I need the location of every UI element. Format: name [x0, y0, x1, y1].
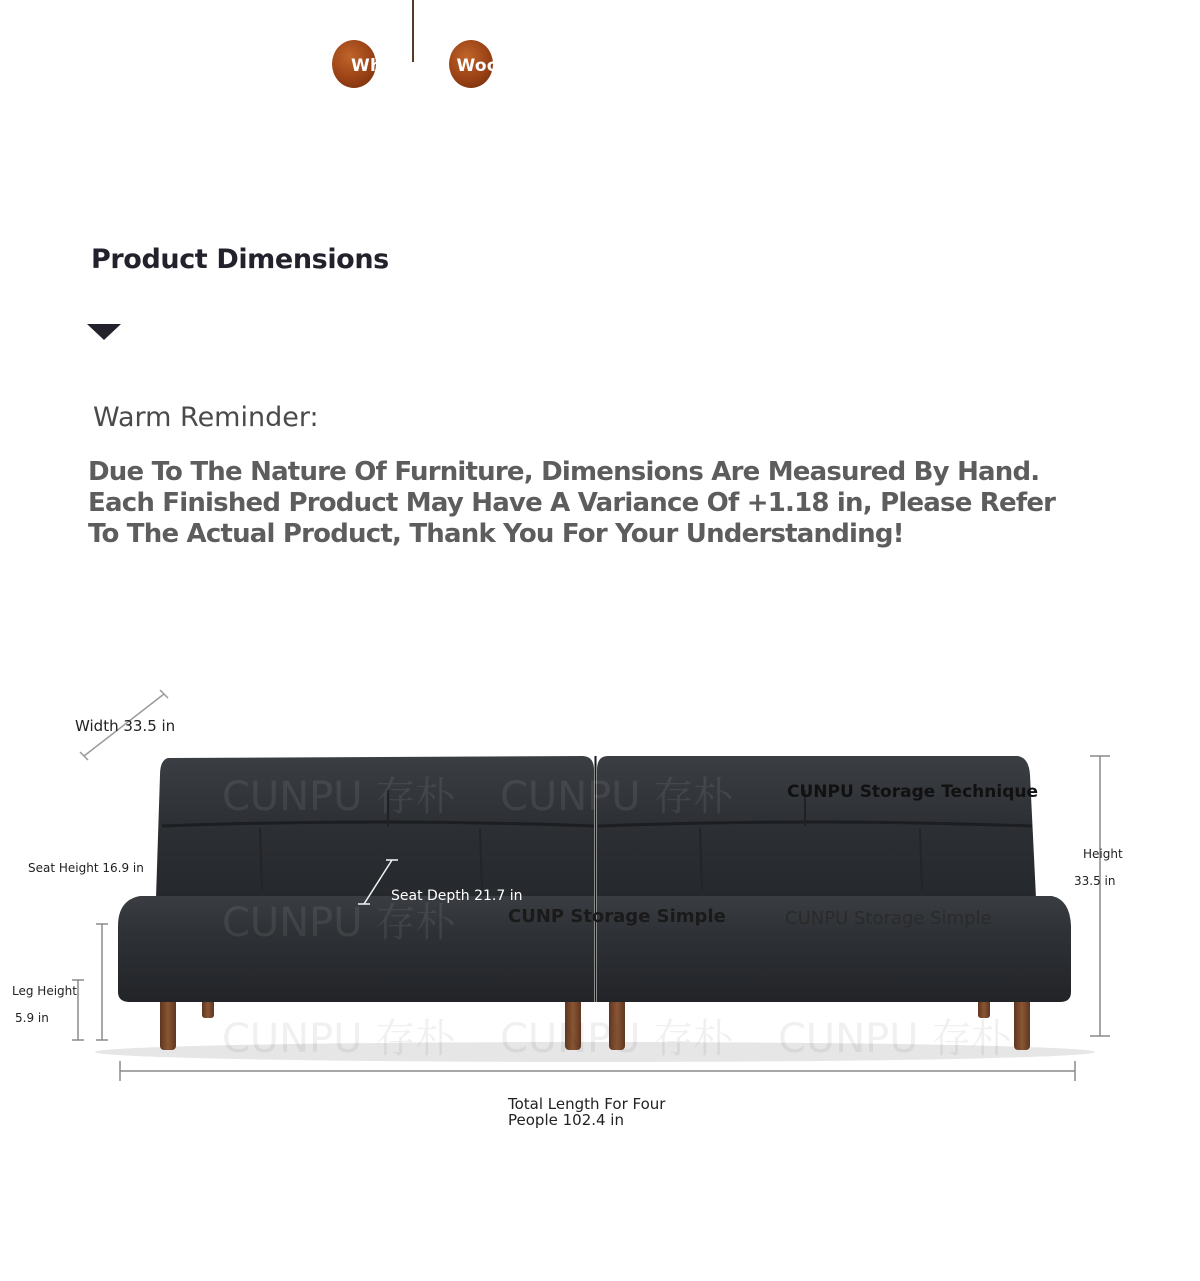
section-title: Product Dimensions — [91, 244, 389, 275]
reminder-line: Each Finished Product May Have A Variance Of +1.18 in, Please Refer — [88, 488, 1056, 518]
watermark: CUNPU 存朴 — [500, 1016, 734, 1062]
width-label: Width 33.5 in — [75, 717, 176, 735]
wood-swatch-label: White Ash Wood — [351, 56, 512, 76]
reminder-title: Warm Reminder: — [93, 402, 319, 433]
reminder-line: Due To The Nature Of Furniture, Dimensions Are Measured By Hand. — [88, 457, 1040, 487]
height-value: 33.5 in — [1074, 874, 1116, 888]
watermark-group — [222, 1016, 1012, 1062]
watermark: CUNPU 存朴 — [222, 1016, 456, 1062]
watermark: CUNPU 存朴 — [222, 774, 456, 820]
reminder-line: To The Actual Product, Thank You For Your Understanding! — [88, 519, 904, 549]
brand-simple-right-label: CUNPU Storage Simple — [785, 908, 992, 929]
sofa-dimension-figure — [0, 680, 1200, 1150]
height-label: Height — [1083, 847, 1123, 861]
watermark: CUNPU 存朴 — [778, 1016, 1012, 1062]
triangle-down-icon — [87, 324, 121, 340]
watermark: CUNPU 存朴 — [500, 774, 734, 820]
swatch-hanger-line — [412, 0, 414, 62]
watermark: CUNPU 存朴 — [222, 900, 456, 946]
brand-technique-label: CUNPU Storage Technique — [787, 782, 1038, 802]
seat-depth-label: Seat Depth 21.7 in — [391, 888, 523, 904]
sofa-leg — [160, 998, 176, 1050]
total-length-label — [508, 1096, 665, 1128]
seat-height-label: Seat Height 16.9 in — [28, 861, 144, 875]
total-length-line-text: Total Length For Four — [508, 1095, 666, 1113]
brand-simple-left-label: CUNP Storage Simple — [508, 906, 726, 927]
sofa-leg — [1014, 998, 1030, 1050]
leg-height-value: 5.9 in — [15, 1011, 49, 1025]
reminder-body — [88, 457, 1056, 550]
leg-height-label: Leg Height — [12, 984, 77, 998]
total-length-line-text: People 102.4 in — [508, 1111, 624, 1129]
